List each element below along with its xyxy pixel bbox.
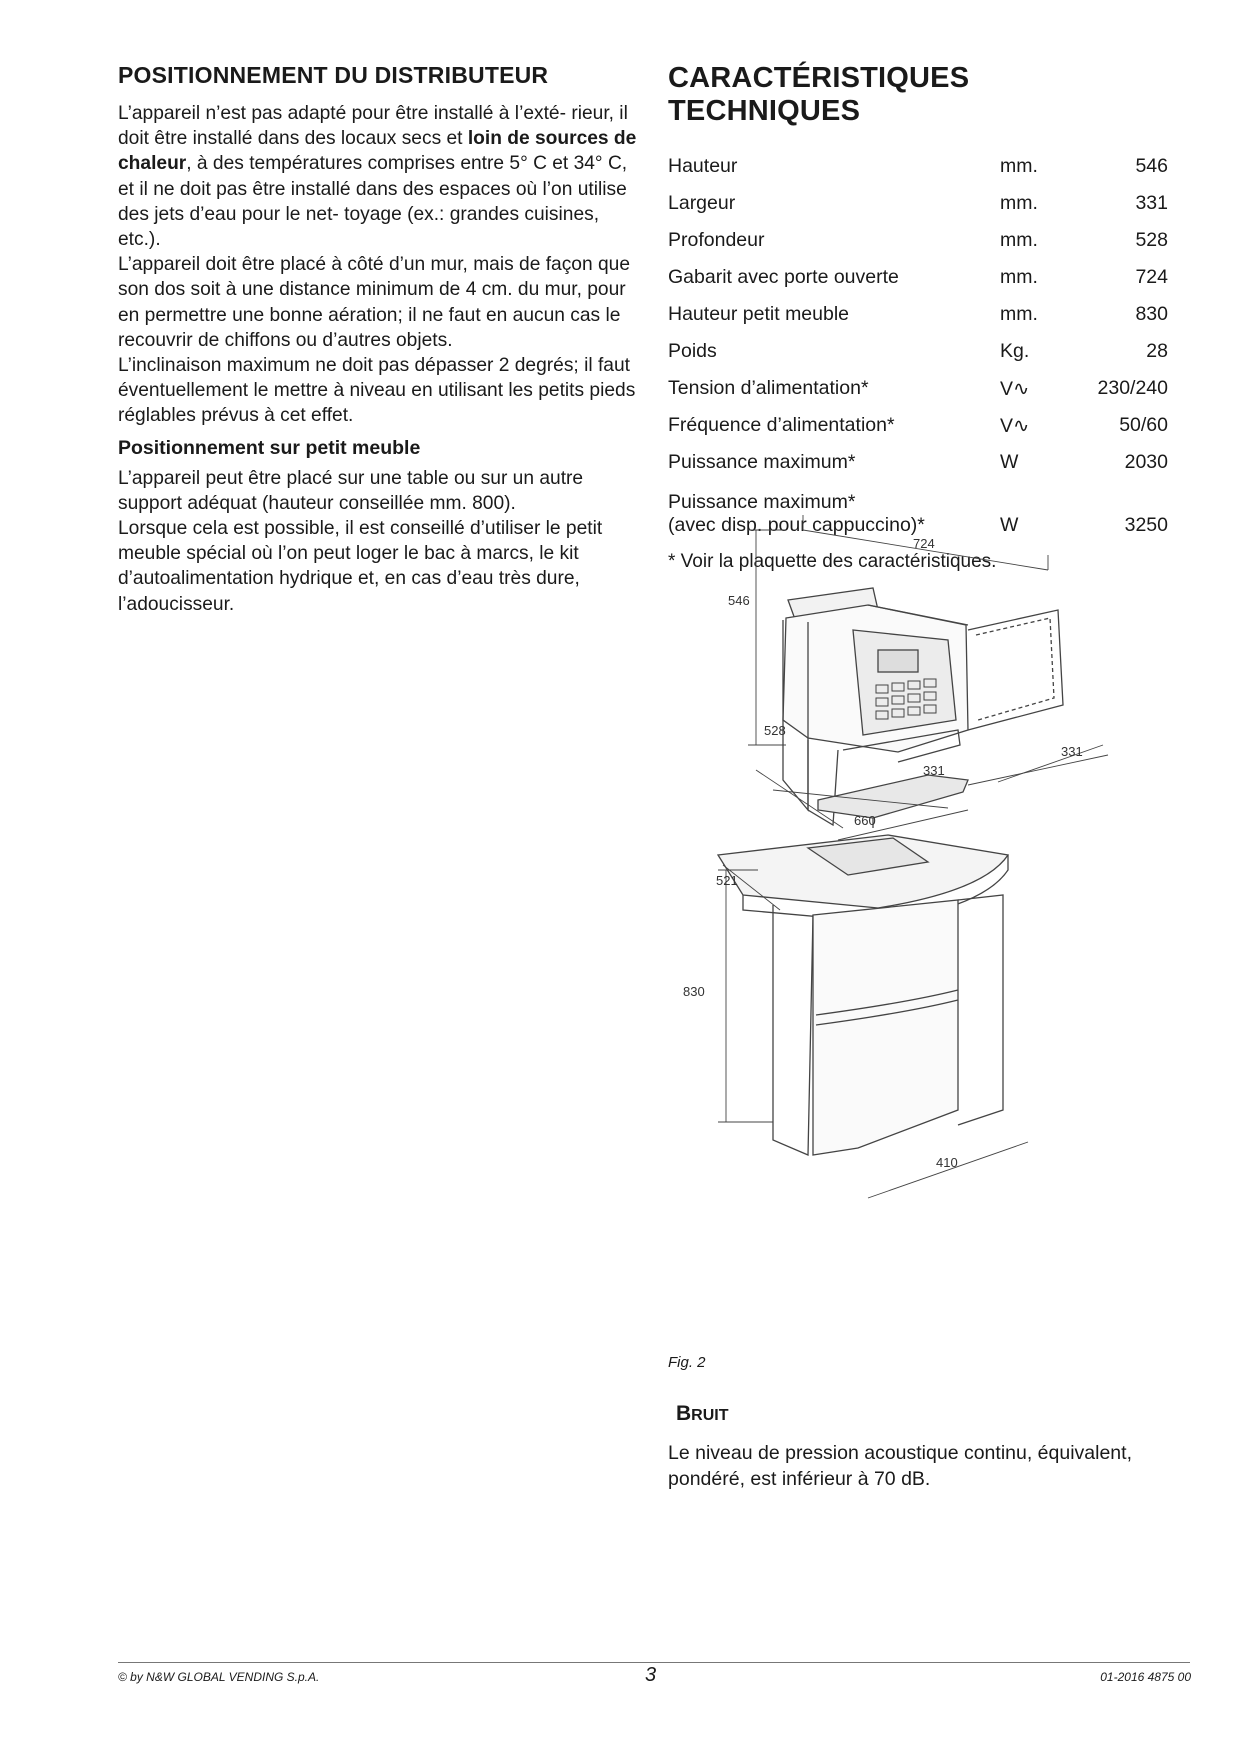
spec-row-last	[668, 481, 1168, 539]
spec-row	[668, 222, 1168, 259]
paragraph-text: L’appareil n’est pas adapté pour être installé à l’exté- rieur, il doit être installé dans des locaux secs et	[118, 103, 628, 150]
spec-value: 331	[1135, 192, 1168, 214]
spec-label-line1: Puissance maximum*	[668, 491, 856, 513]
spec-row	[668, 333, 1168, 370]
footer-copyright: © by N&W GLOBAL VENDING S.p.A.	[118, 1670, 320, 1684]
spec-unit: Kg.	[1000, 340, 1030, 362]
spec-row	[668, 407, 1168, 444]
left-column	[118, 62, 638, 617]
paragraph-table: L’appareil peut être placé sur une table ou sur un autre support adéquat (hauteur conseillée mm. 800).	[118, 467, 584, 514]
spec-label: Largeur	[668, 192, 736, 214]
figure-caption: Fig. 2	[668, 1354, 706, 1371]
spec-value: 28	[1146, 340, 1168, 362]
spec-unit: mm.	[1000, 303, 1038, 325]
spec-value: 528	[1135, 229, 1168, 251]
spec-label	[668, 481, 1000, 539]
dimension-331-bottom: 331	[923, 763, 945, 778]
spec-value: 2030	[1124, 451, 1168, 473]
spec-row	[668, 296, 1168, 333]
spec-label: Hauteur	[668, 155, 738, 177]
spec-unit: V∿	[1000, 377, 1030, 400]
dimension-830: 830	[683, 984, 705, 999]
spec-value: 830	[1135, 303, 1168, 325]
section-title-caracteristiques: CARACTÉRISTIQUES TECHNIQUES	[668, 62, 970, 127]
paragraph-bruit: Le niveau de pression acoustique continu, équivalent, pondéré, est inférieur à 70 dB.	[668, 1442, 1132, 1490]
page-number: 3	[645, 1664, 657, 1686]
spec-unit: mm.	[1000, 229, 1038, 251]
spec-label-line2: (avec disp. pour cappuccino)*	[668, 514, 925, 536]
spec-row	[668, 148, 1168, 185]
spec-value: 3250	[1124, 514, 1168, 536]
spec-note: * Voir la plaquette des caractéristiques.	[668, 551, 997, 572]
spec-value: 546	[1135, 155, 1168, 177]
spec-row	[668, 185, 1168, 222]
dimension-410: 410	[936, 1155, 958, 1170]
dimension-331-right: 331	[1061, 744, 1083, 759]
bruit-title-rest: RUIT	[691, 1407, 729, 1424]
spec-value: 724	[1135, 266, 1168, 288]
spec-label: Fréquence d’alimentation*	[668, 414, 895, 436]
section-title-positionnement: POSITIONNEMENT DU DISTRIBUTEUR	[118, 62, 549, 88]
spec-label: Puissance maximum*	[668, 451, 856, 473]
paragraph-wall: L’appareil doit être placé à côté d’un mur, mais de façon que son dos soit à une distance minimum de 4 cm. du mur, pour en permettre une bonne aération; il ne faut en aucun cas le recouvrir de chiffons ou d’autres objets.	[118, 254, 630, 351]
spec-unit: mm.	[1000, 192, 1038, 214]
spec-unit: V∿	[1000, 414, 1030, 437]
spec-table	[668, 148, 1168, 539]
spec-label: Gabarit avec porte ouverte	[668, 266, 899, 288]
dimension-546: 546	[728, 593, 750, 608]
dimension-528: 528	[764, 723, 786, 738]
subtitle-petit-meuble: Positionnement sur petit meuble	[118, 436, 421, 459]
spec-row	[668, 444, 1168, 481]
paragraph-inclination: L’inclinaison maximum ne doit pas dépasser 2 degrés; il faut éventuellement le mettre à niveau en utilisant les petits pieds réglables prévus à cet effet.	[118, 355, 636, 427]
footer-divider	[118, 1662, 1190, 1663]
section-title-bruit	[676, 1402, 729, 1426]
spec-unit: mm.	[1000, 155, 1038, 177]
paragraph-installation	[118, 101, 638, 252]
spec-unit: W	[1000, 451, 1019, 473]
dimension-724: 724	[913, 536, 935, 551]
spec-row	[668, 370, 1168, 407]
spec-value: 50/60	[1119, 414, 1168, 436]
spec-value: 230/240	[1097, 377, 1168, 399]
dimension-660: 660	[854, 813, 876, 828]
dimension-521: 521	[716, 873, 738, 888]
spec-label: Tension d’alimentation*	[668, 377, 869, 399]
spec-label: Profondeur	[668, 229, 765, 251]
spec-unit: W	[1000, 514, 1019, 536]
paragraph-meuble: Lorsque cela est possible, il est conseillé d’utiliser le petit meuble spécial où l’on peut loger le bac à marcs, le kit d’autoalimentation hydrique et, en cas d’eau très dure, l’adoucisseur.	[118, 518, 603, 615]
spec-label: Hauteur petit meuble	[668, 303, 850, 325]
spec-label: Poids	[668, 340, 717, 362]
right-column	[668, 62, 1168, 573]
paragraph-bold-text: loin de sources de chaleur	[118, 128, 637, 175]
bruit-title-initial: B	[676, 1402, 692, 1425]
footer-doc-code: 01-2016 4875 00	[1100, 1670, 1191, 1684]
spec-unit: mm.	[1000, 266, 1038, 288]
spec-row	[668, 259, 1168, 296]
paragraph-text: , à des températures comprises entre 5° C et 34° C, et il ne doit pas être installé dans des espaces où l’on utilise des jets d’eau pour le net- toyage (ex.: grandes cuisines, etc.).	[118, 153, 628, 251]
